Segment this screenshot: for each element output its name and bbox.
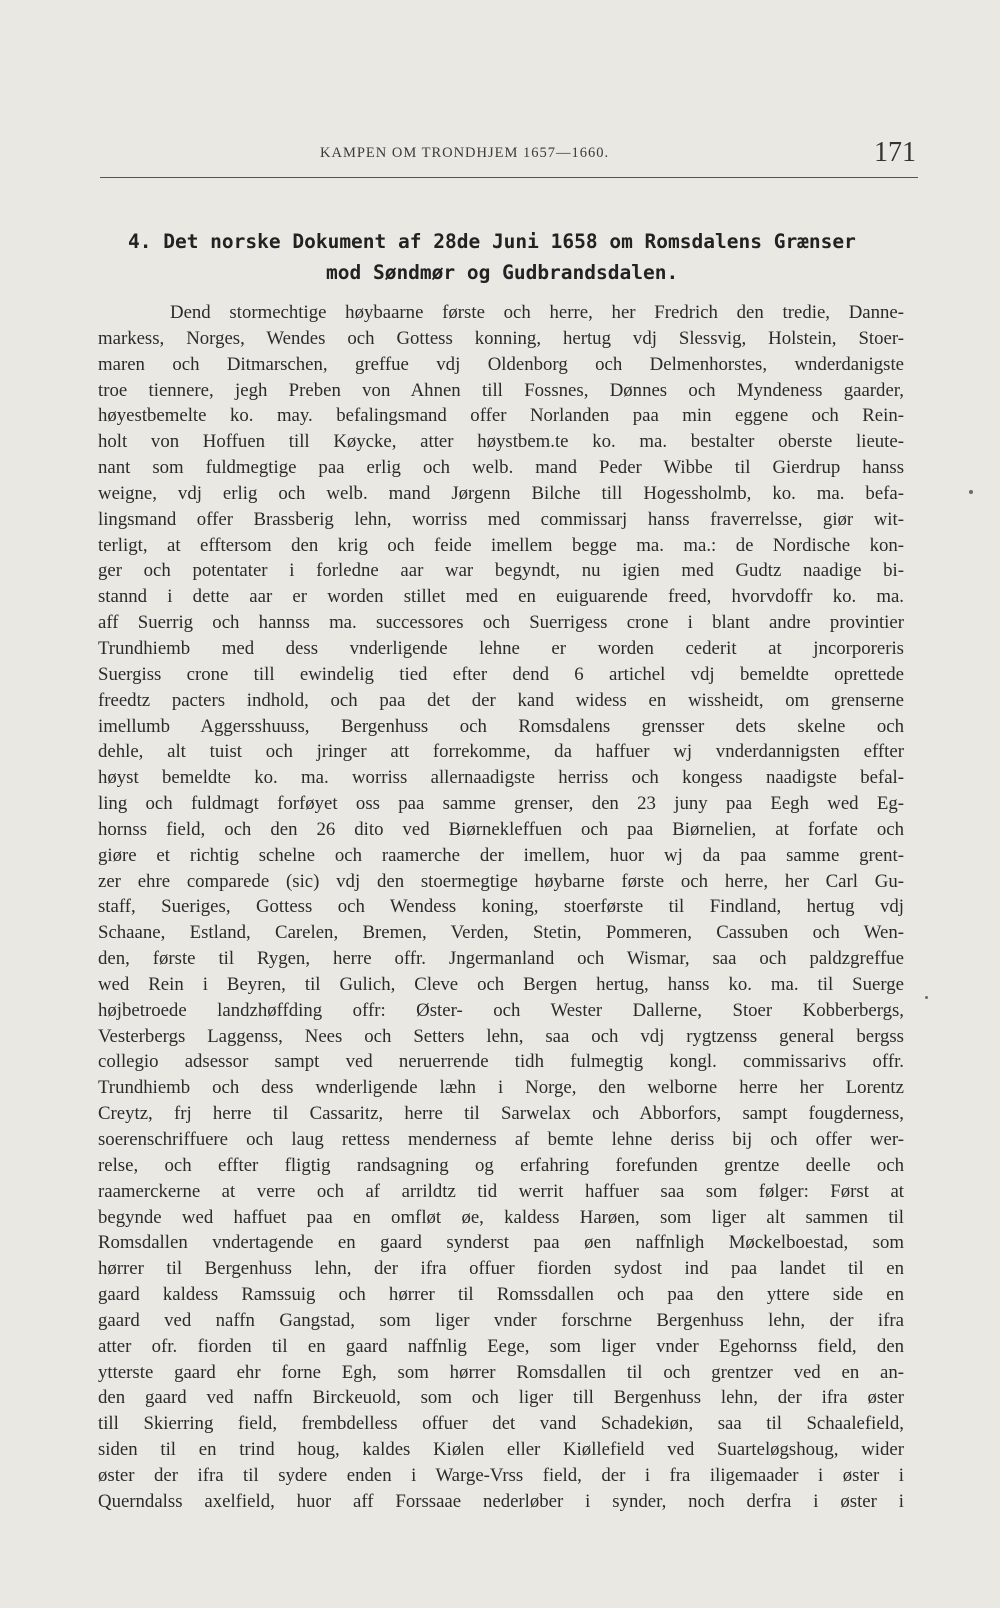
text-line: giøre et richtig schelne och raamerche der imellem, huor wj da paa samme grent-	[98, 844, 904, 866]
paper-speck	[925, 996, 928, 999]
section-title	[128, 226, 908, 288]
text-line: Romsdallen vndertagende en gaard synderst paa øen naffnligh Møckelboestad, som	[98, 1232, 904, 1254]
text-line: ger och potentater i forledne aar war begyndt, nu igien med Gudtz naadige bi-	[98, 560, 904, 582]
text-line: høyst bemeldte ko. ma. worriss allernaadigste herriss och kongess naadigste befal-	[98, 767, 904, 789]
text-line: Querndalss axelfield, huor aff Forssaae nederløber i synder, noch derfra i øster i	[98, 1490, 904, 1512]
text-line: nant som fuldmegtige paa erlig och welb. mand Peder Wibbe til Gierdrup hanss	[98, 457, 904, 479]
text-line: zer ehre comparede (sic) vdj den stoermegtige høybarne første och herre, her Carl Gu-	[98, 870, 904, 892]
text-line: højbetroede landzhøffding offr: Øster- och Wester Dallerne, Stoer Kobberbergs,	[98, 999, 904, 1021]
text-line: øster der ifra til sydere enden i Warge-Vrss field, der i fra iligemaader i øster i	[98, 1464, 904, 1486]
text-line: till Skierring field, frembdelless offuer det vand Schadekiøn, saa til Schaalefield,	[98, 1413, 904, 1435]
text-line: Schaane, Estland, Carelen, Bremen, Verden, Stetin, Pommeren, Cassuben och Wen-	[98, 922, 904, 944]
text-line: markess, Norges, Wendes och Gottess konning, hertug vdj Slessvig, Holstein, Stoer-	[98, 327, 904, 349]
text-line: lingsmand offer Brassberig lehn, worriss med commissarj hanss fraverrelsse, giør wit-	[98, 508, 904, 530]
text-line: stannd i dette aar er worden stillet med en euiguarende freed, hvorvdoffr ko. ma.	[98, 586, 904, 608]
text-line: troe tiennere, jegh Preben von Ahnen till Fossnes, Dønnes och Myndeness gaarder,	[98, 379, 904, 401]
text-line: den gaard ved naffn Birckeuold, som och liger till Bergenhuss lehn, der ifra øster	[98, 1387, 904, 1409]
text-line: Suergiss crone till ewindelig tied efter dend 6 artichel vdj bemeldte oprettede	[98, 663, 904, 685]
text-line: gaard ved naffn Gangstad, som liger vnder forschrne Bergenhuss lehn, der ifra	[98, 1309, 904, 1331]
text-line: ling och fuldmagt forføyet oss paa samme grenser, den 23 juny paa Eegh wed Eg-	[98, 793, 904, 815]
running-head: KAMPEN OM TRONDHJEM 1657—1660.	[320, 145, 610, 161]
text-line: ytterste gaard ehr forne Egh, som hørrer Romsdallen til och grentzer ved en an-	[98, 1361, 904, 1383]
text-line: siden til en trind houg, kaldes Kiølen eller Kiøllefield ved Suarteløgshoug, wider	[98, 1439, 904, 1461]
body-text	[98, 300, 904, 1515]
text-line: aff Suerrig och hannss ma. successores och Suerrigess crone i blant andre provintier	[98, 612, 904, 634]
text-line: collegio adsessor sampt ved neruerrende tidh fulmegtig kongl. commissarivs offr.	[98, 1051, 904, 1073]
text-line: relse, och effter fligtig randsagning og erfahring forefunden grentze deelle och	[98, 1154, 904, 1176]
text-line: Trundhiemb med dess vnderligende lehne er worden cederit at jncorporeris	[98, 637, 904, 659]
text-line: maren och Ditmarschen, greffue vdj Oldenborg och Delmenhorstes, wnderdanigste	[98, 353, 904, 375]
section-title-line-1: 4. Det norske Dokument af 28de Juni 1658 om Romsdalens Grænser	[128, 230, 856, 253]
section-title-line-2: mod Søndmør og Gudbrandsdalen.	[326, 261, 679, 284]
page-header	[100, 135, 920, 177]
text-line: hornss field, och den 26 dito ved Biørnekleffuen och paa Biørnelien, at forfate och	[98, 818, 904, 840]
page-number: 171	[874, 137, 916, 168]
text-line: dehle, alt tuist och jringer att forrekomme, da haffuer wj vnderdannigsten effter	[98, 741, 904, 763]
text-line: Trundhiemb och dess wnderligende læhn i Norge, den welborne herre her Lorentz	[98, 1077, 904, 1099]
text-line: Creytz, frj herre til Cassaritz, herre til Sarwelax och Abborfors, sampt fougderness,	[98, 1103, 904, 1125]
text-line: freedtz pacters indhold, och paa det der kand widess en wissheidt, om grenserne	[98, 689, 904, 711]
text-line: wed Rein i Beyren, til Gulich, Cleve och Bergen hertug, hanss ko. ma. til Suerge	[98, 973, 904, 995]
text-line: gaard kaldess Ramssuig och hørrer til Romssdallen och paa den yttere side en	[98, 1284, 904, 1306]
text-line: Dend stormechtige høybaarne første och herre, her Fredrich den tredie, Danne-	[170, 302, 904, 323]
paper-speck	[969, 490, 973, 494]
text-line: staff, Sueriges, Gottess och Wendess koning, stoerførste til Findland, hertug vdj	[98, 896, 904, 918]
text-line: imellumb Aggersshuuss, Bergenhuss och Romsdalens grensser dets skelne och	[98, 715, 904, 737]
header-rule	[100, 177, 918, 178]
text-line: soerenschriffuere och laug rettess menderness af bemte lehne deriss bij och offer wer-	[98, 1129, 904, 1150]
text-line: hørrer til Bergenhuss lehn, der ifra offuer fiorden sydost ind paa landet til en	[98, 1258, 904, 1280]
text-line: holt von Hoffuen till Køycke, atter høystbem.te ko. ma. bestalter oberste lieute-	[98, 431, 904, 453]
text-line: høyestbemelte ko. may. befalingsmand offer Norlanden paa min eggene och Rein-	[98, 405, 904, 427]
text-line: atter ofr. fiorden til en gaard naffnlig Eege, som liger vnder Egehornss field, den	[98, 1335, 904, 1357]
text-line: terligt, at efftersom den krig och feide imellem begge ma. ma.: de Nordische kon-	[98, 534, 904, 556]
text-line: den, første til Rygen, herre offr. Jngermanland och Wismar, saa och paldzgreffue	[98, 948, 904, 970]
text-line: Vesterbergs Laggenss, Nees och Setters lehn, saa och vdj rygtzenss general bergss	[98, 1025, 904, 1047]
text-line: weigne, vdj erlig och welb. mand Jørgenn Bilche till Hogessholmb, ko. ma. befa-	[98, 482, 904, 504]
text-line: raamerckerne at verre och af arrildtz tid werrit haffuer saa som følger: Først at	[98, 1180, 904, 1202]
text-line: begynde wed haffuet paa en omfløt øe, kaldess Harøen, som liger alt sammen til	[98, 1206, 904, 1228]
